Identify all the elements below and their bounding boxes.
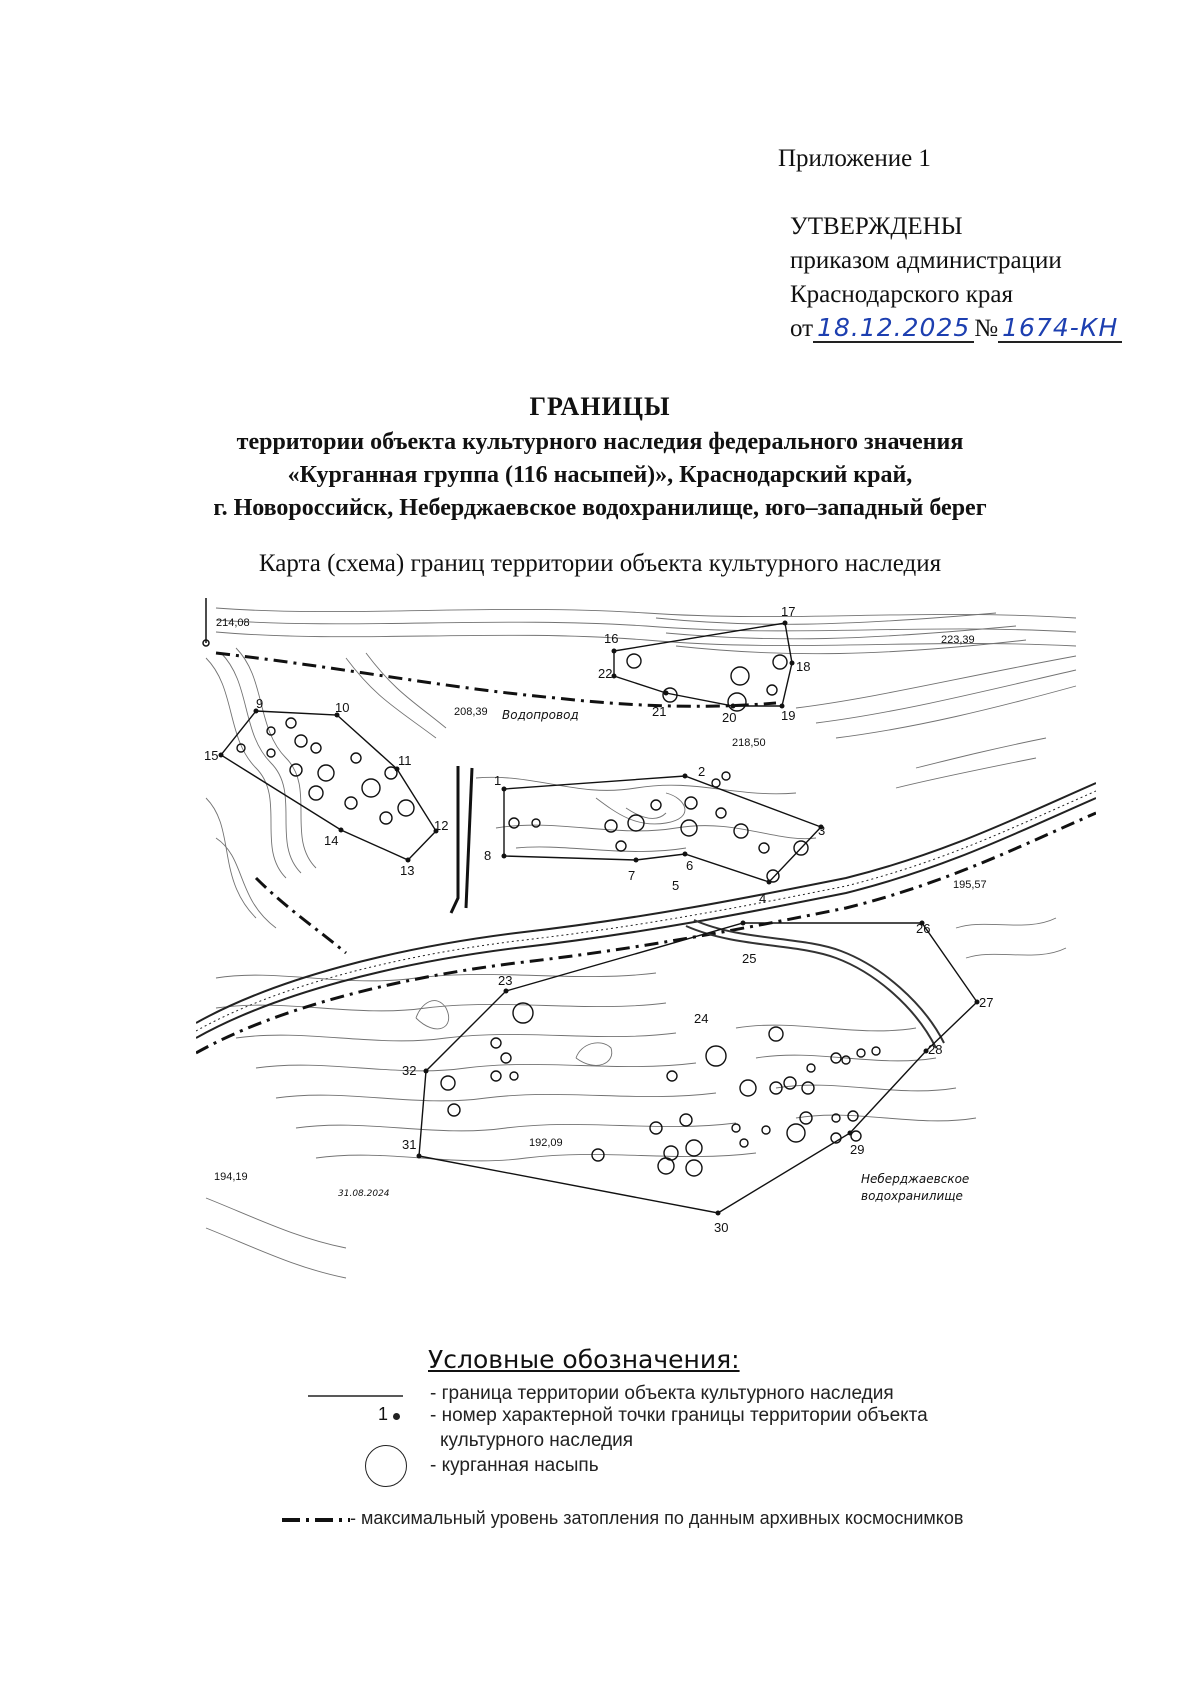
point-label: 31 bbox=[402, 1137, 417, 1152]
point-label: 27 bbox=[979, 995, 994, 1010]
approved-heading: УТВЕРЖДЕНЫ bbox=[790, 213, 963, 240]
point-label: 19 bbox=[781, 708, 796, 723]
elevation-label: 208,39 bbox=[454, 706, 488, 718]
number-prefix: № bbox=[974, 315, 999, 342]
point-symbol-dot bbox=[393, 1413, 400, 1420]
point-label: 1 bbox=[494, 773, 502, 788]
point-label: 6 bbox=[686, 858, 694, 873]
point-label: 5 bbox=[672, 878, 680, 893]
approved-by-line2: Краснодарского края bbox=[790, 281, 1013, 308]
approval-date-line bbox=[790, 312, 1122, 346]
point-label: 12 bbox=[434, 818, 449, 833]
point-label: 4 bbox=[759, 891, 767, 906]
elevation-label: 192,09 bbox=[529, 1137, 563, 1149]
legend-title: Условные обозначения: bbox=[428, 1345, 740, 1374]
point-label: 10 bbox=[335, 700, 350, 715]
point-label: 28 bbox=[928, 1042, 943, 1057]
point-label: 20 bbox=[722, 710, 737, 725]
boundary-map bbox=[196, 598, 1096, 1313]
point-label: 21 bbox=[652, 704, 667, 719]
point-label: 17 bbox=[781, 604, 796, 619]
approval-block bbox=[790, 210, 1122, 346]
legend-point-text-line2: культурного наследия bbox=[440, 1430, 634, 1451]
legend-point-text-line1: - номер характерной точки границы территории объекта bbox=[430, 1405, 928, 1426]
date-prefix: от bbox=[790, 315, 814, 342]
elevation-label: 214,08 bbox=[216, 617, 250, 629]
pipeline-label: Водопровод bbox=[502, 708, 579, 722]
legend-flood-text: - максимальный уровень затопления по данным архивных космоснимков bbox=[350, 1508, 964, 1528]
point-label: 8 bbox=[484, 848, 492, 863]
reservoir-label-line1: Неберджаевское bbox=[861, 1172, 970, 1186]
approval-number: 1674-КН bbox=[998, 315, 1122, 343]
title-line-3: г. Новороссийск, Неберджаевское водохранилище, юго–западный берег bbox=[213, 495, 987, 521]
flood-line-symbol bbox=[282, 1515, 352, 1525]
map-subtitle: Карта (схема) границ территории объекта культурного наследия bbox=[258, 550, 942, 577]
point-label: 22 bbox=[598, 666, 613, 681]
point-label: 3 bbox=[818, 823, 826, 838]
elevation-label: 223,39 bbox=[941, 634, 975, 646]
point-label: 13 bbox=[400, 863, 415, 878]
elevation-label: 218,50 bbox=[732, 737, 766, 749]
point-label: 11 bbox=[398, 753, 412, 768]
title-main: ГРАНИЦЫ bbox=[529, 392, 671, 421]
point-symbol-number: 1 bbox=[378, 1404, 389, 1424]
point-label: 25 bbox=[742, 951, 757, 966]
elevation-label: 195,57 bbox=[953, 879, 987, 891]
document-title bbox=[0, 392, 1200, 525]
title-line-2: «Курганная группа (116 насыпей)», Краснодарский край, bbox=[287, 462, 913, 488]
point-label: 23 bbox=[498, 973, 513, 988]
point-label: 9 bbox=[256, 696, 264, 711]
approval-date: 18.12.2025 bbox=[813, 315, 974, 343]
boundary-line-symbol bbox=[308, 1392, 408, 1400]
point-label: 7 bbox=[628, 868, 636, 883]
point-label: 29 bbox=[850, 1142, 865, 1157]
reservoir-label-line2: водохранилище bbox=[861, 1189, 963, 1203]
point-label: 26 bbox=[916, 921, 931, 936]
title-line-1: территории объекта культурного наследия федерального значения bbox=[236, 429, 964, 455]
point-label: 16 bbox=[604, 631, 619, 646]
point-label: 18 bbox=[796, 659, 811, 674]
point-label: 24 bbox=[694, 1011, 709, 1026]
survey-date-stamp: 31.08.2024 bbox=[338, 1189, 390, 1199]
point-label: 30 bbox=[714, 1220, 729, 1235]
point-label: 2 bbox=[698, 764, 706, 779]
appendix-label: Приложение 1 bbox=[778, 145, 931, 172]
elevation-label: 194,19 bbox=[214, 1171, 248, 1183]
point-label: 32 bbox=[402, 1063, 417, 1078]
mound-symbol bbox=[365, 1445, 407, 1487]
approved-by-line1: приказом администрации bbox=[790, 247, 1062, 274]
legend-mound-text: - курганная насыпь bbox=[430, 1455, 599, 1476]
point-label: 15 bbox=[204, 748, 219, 763]
legend-boundary-text: - граница территории объекта культурного наследия bbox=[430, 1383, 894, 1404]
point-label: 14 bbox=[324, 833, 339, 848]
